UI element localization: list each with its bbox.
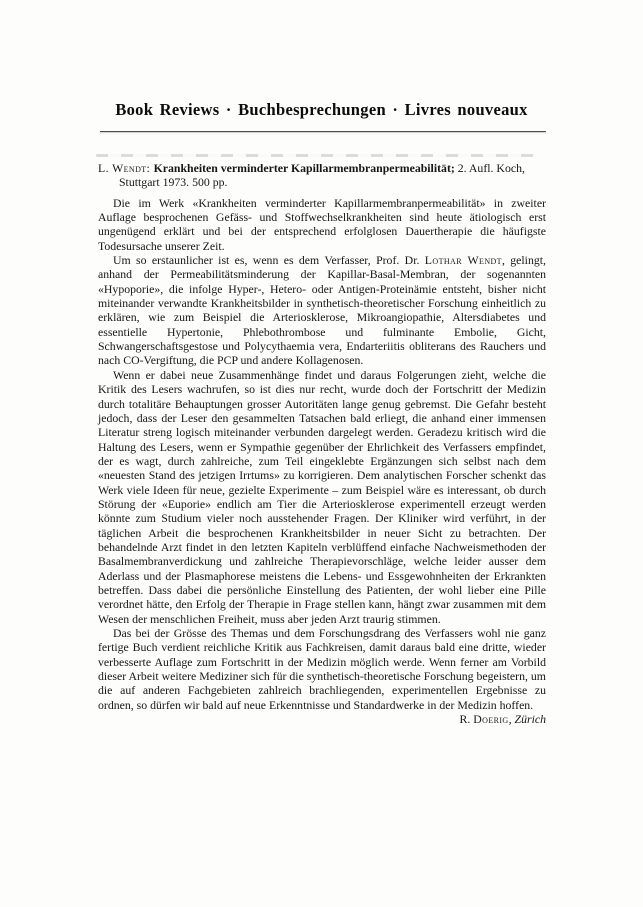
reference-publisher: 2. Aufl. Koch, (454, 161, 525, 175)
title-rule (100, 131, 546, 132)
paragraph-4 (98, 626, 546, 727)
reference-author: L. Wendt: (98, 161, 154, 175)
paragraph-2-text-post: , gelingt, anhand der Permeabilitätsminderung der Kapillar-Basal-Membran, der sogenannten «Hypoporie», die infolge Hyper-, Hetero- oder Antigen-Proteinämie entsteht, bisher nicht miteinander verwandte Krankheitsbilder in synthetisch-theoretischer Forschung einheitlich zu erklären, wie zum Beispiel die Arteriosklerose, Mikroangiopathie, Altersdiabetes und essentielle Hypertonie, Phlebothrombose und fulminante Embolie, Gicht, Schwangerschaftsgestose und Polycythaemia vera, Endarteriitis obliterans des Rauchers und nach CO-Vergiftung, die PCP und andere Kollagenosen. (98, 253, 546, 368)
reviewer-name: Doerig (473, 712, 509, 727)
paragraph-1: Die im Werk «Krankheiten verminderter Kapillarmembranpermeabilität» in zweiter Auflage besprochenen Gefäss- und Stoffwechselkrankheiten sind heute ätiologisch erst ungenügend erklärt und bei der entsprechend erfolglosen Dauertherapie die häufigste Todesursache unserer Zeit. (98, 195, 546, 253)
paragraph-3: Wenn er dabei neue Zusammenhänge findet und daraus Folgerungen zieht, welche die Kritik des Lesers wachrufen, so ist dies nur recht, wurde doch der Fortschritt der Medizin durch totalitäre Behauptungen grosser Autoritäten lange genug gebremst. Die Gefahr besteht jedoch, dass der Leser den gesammelten Tatsachen bald erliegt, die anhand einer immensen Literatur streng logisch miteinander verbunden dargelegt werden. Geradezu kritisch wird die Haltung des Lesers, wenn er Sympathie gegenüber der Ehrlichkeit des Verfassers empfindet, der es wagt, durch zahlreiche, zum Teil eingeklebte Ergänzungen sich selbst nach dem «neuesten Stand des jetzigen Irrtums» zu korrigieren. Dem analytischen Forscher schenkt das Werk viele Ideen für neue, gezielte Experimente – zum Beispiel wäre es interessant, ob durch Störung der «Euporie» endlich am Tier die Arteriosklerose experimentell erzeugt werden könnte zum Studium vieler noch ausstehender Fragen. Der Kliniker wird verführt, in der täglichen Arbeit die besprochenen Krankheitsbilder in neuer Sicht zu betrachten. Der behandelnde Arzt findet in den letzten Kapiteln verblüffend einfache Nachweismethoden der Basalmembranverdickung und zahlreiche Therapievorschläge, welche leider ausser dem Aderlass und der Plasmaphorese meistens die Lebens- und Essgewohnheiten der Erkrankten betreffen. Dass dabei die persönliche Einstellung des Patienten, der wohl lieber eine Pille verordnet hätte, den Erfolg der Therapie in Frage stellen kann, hängt zwar zusammen mit dem Wesen der menschlichen Freiheit, muss aber jeden Arzt traurig stimmen. (98, 367, 546, 626)
paragraph-4-text: Das bei der Grösse des Themas und dem Forschungsdrang des Verfassers wohl nie ganz fertige Buch verdient reichliche Kritik aus Fachkreisen, damit daraus bald eine dritte, wieder verbesserte Auflage zum Fortschritt in der Medizin möglich werde. Wenn ferner am Vorbild dieser Arbeit weitere Mediziner sich für die synthetisch-theoretische Forschung begeistern, um die auf anderen Fachgebieten zahlreich brachliegenden, experimentellen Ergebnisse zu ordnen, so dürfen wir bald auf neue Erkenntnisse und Standardwerke in der Medizin hoffen. (98, 626, 546, 712)
reference-book-title: Krankheiten verminderter Kapillarmembranpermeabilität; (153, 161, 455, 175)
reference-line2: Stuttgart 1973. 500 pp. (119, 175, 228, 190)
scan-artifact (96, 154, 538, 157)
page-title: Book Reviews · Buchbesprechungen · Livres nouveaux (115, 100, 528, 119)
review-body (98, 161, 546, 726)
paragraph-2-text-pre: Um so erstaunlicher ist es, wenn es dem Verfasser, Prof. Dr. (113, 253, 425, 268)
paragraph-2 (98, 253, 546, 368)
reviewer-place: , Zürich (508, 712, 546, 727)
author-name-smallcaps: Lothar Wendt (424, 253, 502, 268)
reviewer-initial: R. (459, 712, 474, 727)
book-reference (98, 161, 546, 190)
reviewer-signature (432, 712, 546, 726)
